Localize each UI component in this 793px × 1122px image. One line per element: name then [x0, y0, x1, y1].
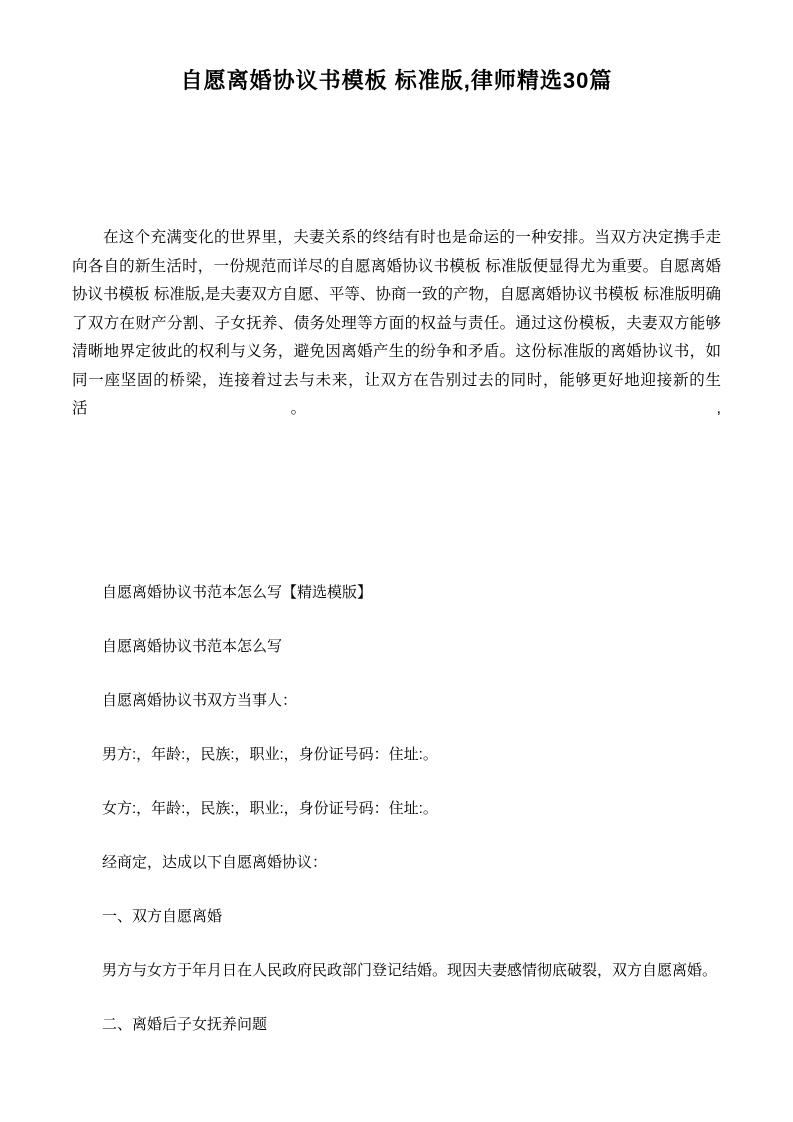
- clause-one-heading: 一、双方自愿离婚: [102, 907, 223, 925]
- document-body: [72, 580, 721, 1038]
- clause-two-heading: 二、离婚后子女抚养问题: [102, 1015, 268, 1033]
- parties-intro-line: 自愿离婚协议书双方当事人：: [102, 691, 298, 709]
- agreement-statement-line: 经商定，达成以下自愿离婚协议：: [102, 853, 328, 871]
- intro-paragraph: 在这个充满变化的世界里，夫妻关系的终结有时也是命运的一种安排。当双方决定携手走向各自的新生活时，一份规范而详尽的自愿离婚协议书模板 标准版便显得尤为重要。自愿离婚协议书模板 标准版,是夫妻双方自愿、平等、协商一致的产物，自愿离婚协议书模板 标准版明确了双方在财产分割、子女抚养、债务处理等方面的权益与责任。通过这份模板，夫妻双方能够清晰地界定彼此的权利与义务，避免因离婚产生的纷争和矛盾。这份标准版的离婚协议书，如同一座坚固的桥梁，连接着过去与未来，让双方在告别过去的同时，能够更好地迎接新的生活。 ,: [72, 229, 721, 417]
- female-party-details-line: 女方:，年龄:，民族:，职业:，身份证号码：住址:。: [102, 799, 438, 817]
- document-title: 自愿离婚协议书模板 标准版,律师精选30篇: [180, 68, 613, 93]
- section-title-template: 自愿离婚协议书范本怎么写【精选模版】: [102, 583, 373, 601]
- section-title-howto: 自愿离婚协议书范本怎么写: [102, 637, 283, 655]
- male-party-details-line: 男方:，年龄:，民族:，职业:，身份证号码：住址:。: [102, 745, 438, 763]
- clause-one-body: 男方与女方于年月日在人民政府民政部门登记结婚。现因夫妻感情彻底破裂，双方自愿离婚。: [102, 961, 718, 979]
